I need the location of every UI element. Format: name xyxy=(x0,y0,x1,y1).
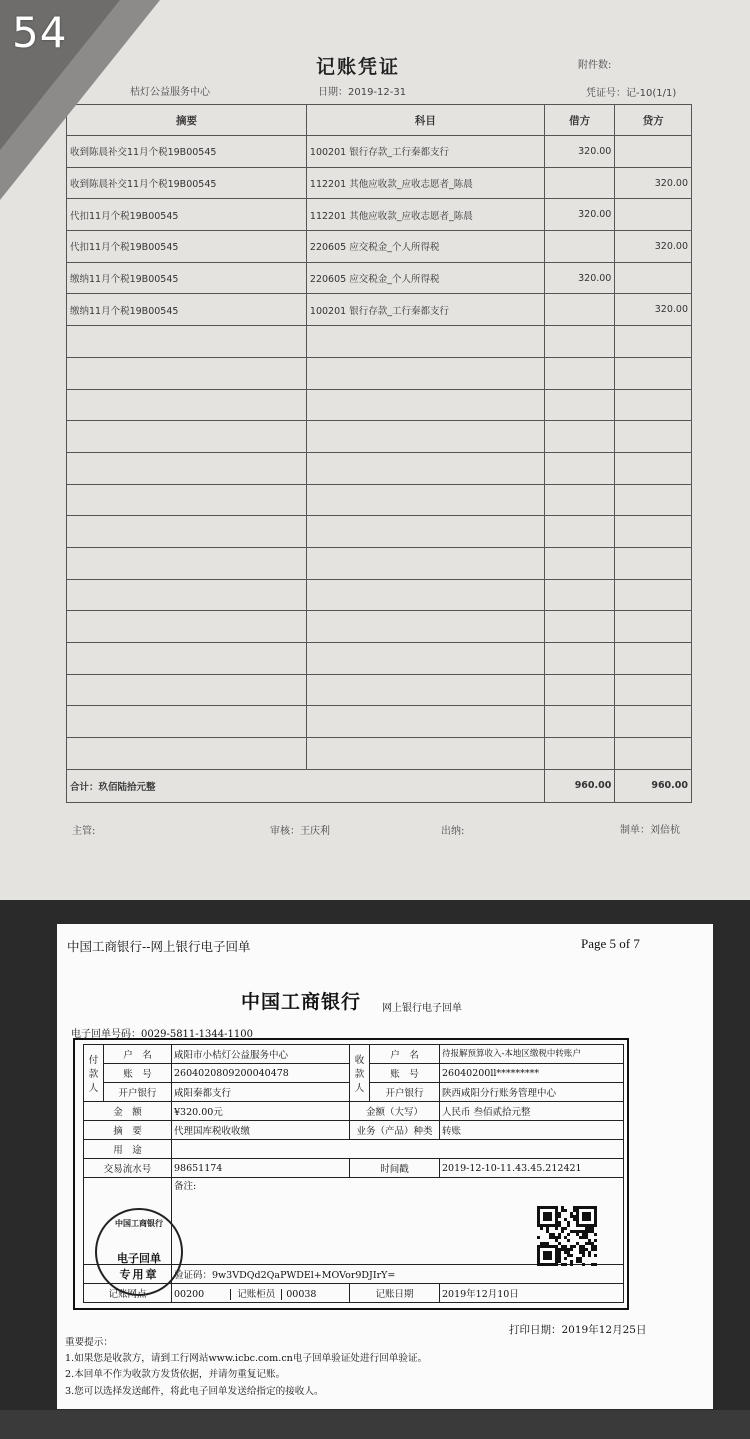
payer-bank: 咸阳秦都支行 xyxy=(172,1083,350,1102)
row-summary: 收到陈晨补交11月个税19B00545 xyxy=(67,136,307,168)
record-date-label: 记账日期 xyxy=(350,1284,440,1303)
attachments-count: 附件数: xyxy=(578,60,612,71)
summary-label: 摘 要 xyxy=(84,1121,172,1140)
bank-subtitle: 网上银行电子回单 xyxy=(382,1003,462,1014)
receipt-header: 中国工商银行--网上银行电子回单 xyxy=(67,939,251,954)
teller-label: 记账柜员 xyxy=(230,1289,282,1300)
preparer-signature: 制单：刘倍杭 xyxy=(620,825,680,836)
qr-code-icon xyxy=(537,1206,597,1266)
total-credit: 960.00 xyxy=(615,769,692,802)
timestamp: 2019-12-10-11.43.45.212421 xyxy=(440,1159,624,1178)
amount-label: 金 额 xyxy=(84,1102,172,1121)
payee-account: 26040200ll********* xyxy=(440,1064,624,1083)
summary: 代理国库税收收缴 xyxy=(172,1121,350,1140)
amount: ¥320.00元 xyxy=(172,1102,350,1121)
note-item: 3.您可以选择发送邮件，将此电子回单发送给指定的接收人。 xyxy=(65,1385,324,1397)
important-notes xyxy=(65,1335,427,1400)
stamp-line-2: 专用章 xyxy=(119,1268,159,1281)
row-summary: 收到陈晨补交11月个税19B00545 xyxy=(67,167,307,199)
row-debit: 320.00 xyxy=(544,199,615,231)
receipt-number: 电子回单号码：0029-5811-1344-1100 xyxy=(71,1029,253,1040)
voucher-org: 桔灯公益服务中心 xyxy=(130,87,210,98)
branch xyxy=(172,1284,350,1303)
note-item: 1.如果您是收款方，请到工行网站www.icbc.com.cn电子回单验证处进行回单验证。 xyxy=(65,1353,428,1365)
reviewer-signature: 审核：王庆利 xyxy=(270,826,330,837)
voucher-title: 记账凭证 xyxy=(316,56,401,78)
note-item: 2.本回单不作为收款方发货依据，并请勿重复记账。 xyxy=(65,1369,286,1381)
payee-account-label: 账 号 xyxy=(370,1064,440,1083)
receipt-page-number: Page 5 of 7 xyxy=(581,936,640,951)
photo-page-label: 54 xyxy=(12,8,68,57)
row-debit: 320.00 xyxy=(544,136,615,168)
notes-title: 重要提示： xyxy=(65,1337,113,1348)
payee-bank: 陕西咸阳分行账务管理中心 xyxy=(440,1083,624,1102)
payer-label: 付款人 xyxy=(84,1045,104,1102)
print-date: 打印日期：2019年12月25日 xyxy=(509,1324,647,1336)
cashier-signature: 出纳: xyxy=(441,826,465,837)
teller: 00038 xyxy=(286,1289,317,1300)
row-account: 100201 银行存款_工行秦都支行 xyxy=(306,136,544,168)
background-shadow xyxy=(0,1410,750,1439)
supervisor-signature: 主管: xyxy=(72,826,96,837)
row-summary: 缴纳11月个税19B00545 xyxy=(67,294,307,326)
row-summary: 代扣11月个税19B00545 xyxy=(67,199,307,231)
timestamp-label: 时间戳 xyxy=(350,1159,440,1178)
row-credit: 320.00 xyxy=(615,231,692,263)
payee-name-label: 户 名 xyxy=(370,1045,440,1064)
payee-bank-label: 开户银行 xyxy=(370,1083,440,1102)
row-account: 100201 银行存款_工行秦都支行 xyxy=(306,294,544,326)
voucher-number: 凭证号：记-10(1/1) xyxy=(586,88,677,99)
payer-account-label: 账 号 xyxy=(104,1064,172,1083)
branch-label: 记账网点 xyxy=(84,1284,172,1303)
stamp-line-1: 电子回单 xyxy=(117,1252,161,1265)
remark-label: 备注: xyxy=(174,1181,197,1192)
branch-code: 00200 xyxy=(174,1289,205,1300)
row-debit: 320.00 xyxy=(544,262,615,294)
header-debit: 借方 xyxy=(544,105,615,136)
payer-bank-label: 开户银行 xyxy=(104,1083,172,1102)
business-type-label: 业务（产品）种类 xyxy=(350,1121,440,1140)
amount-upper-label: 金额（大写） xyxy=(350,1102,440,1121)
row-summary: 代扣11月个税19B00545 xyxy=(67,231,307,263)
business-type: 转账 xyxy=(440,1121,624,1140)
row-credit: 320.00 xyxy=(615,294,692,326)
row-credit: 320.00 xyxy=(615,167,692,199)
payer-name-label: 户 名 xyxy=(104,1045,172,1064)
total-label: 合计：玖佰陆拾元整 xyxy=(67,769,545,802)
total-debit: 960.00 xyxy=(544,769,615,802)
bank-seal-stamp xyxy=(95,1208,183,1296)
payee-name: 待报解预算收入-本地区缴税中转账户 xyxy=(440,1045,624,1064)
row-account: 220605 应交税金_个人所得税 xyxy=(306,231,544,263)
header-account: 科目 xyxy=(306,105,544,136)
row-account: 220605 应交税金_个人所得税 xyxy=(306,262,544,294)
row-summary: 缴纳11月个税19B00545 xyxy=(67,262,307,294)
payer-account: 2604020809200040478 xyxy=(172,1064,350,1083)
amount-upper: 人民币 叁佰贰拾元整 xyxy=(440,1102,624,1121)
row-account: 112201 其他应收款_应收志愿者_陈晨 xyxy=(306,167,544,199)
serial-label: 交易流水号 xyxy=(84,1159,172,1178)
record-date: 2019年12月10日 xyxy=(440,1284,624,1303)
voucher-date: 日期：2019-12-31 xyxy=(318,87,407,98)
row-account: 112201 其他应收款_应收志愿者_陈晨 xyxy=(306,199,544,231)
purpose-label: 用 途 xyxy=(84,1140,172,1159)
stamp-bank-name: 中国工商银行 xyxy=(115,1218,163,1228)
purpose xyxy=(172,1140,624,1159)
header-summary: 摘要 xyxy=(67,105,307,136)
header-credit: 贷方 xyxy=(615,105,692,136)
bank-name: 中国工商银行 xyxy=(241,991,362,1013)
serial-number: 98651174 xyxy=(172,1159,350,1178)
bank-receipt xyxy=(57,924,713,1409)
verification-code: 验证码：9w3VDQd2QaPWDEl+MOVor9DJIrY= xyxy=(172,1265,624,1284)
payee-label: 收款人 xyxy=(350,1045,370,1102)
payer-name: 咸阳市小桔灯公益服务中心 xyxy=(172,1045,350,1064)
